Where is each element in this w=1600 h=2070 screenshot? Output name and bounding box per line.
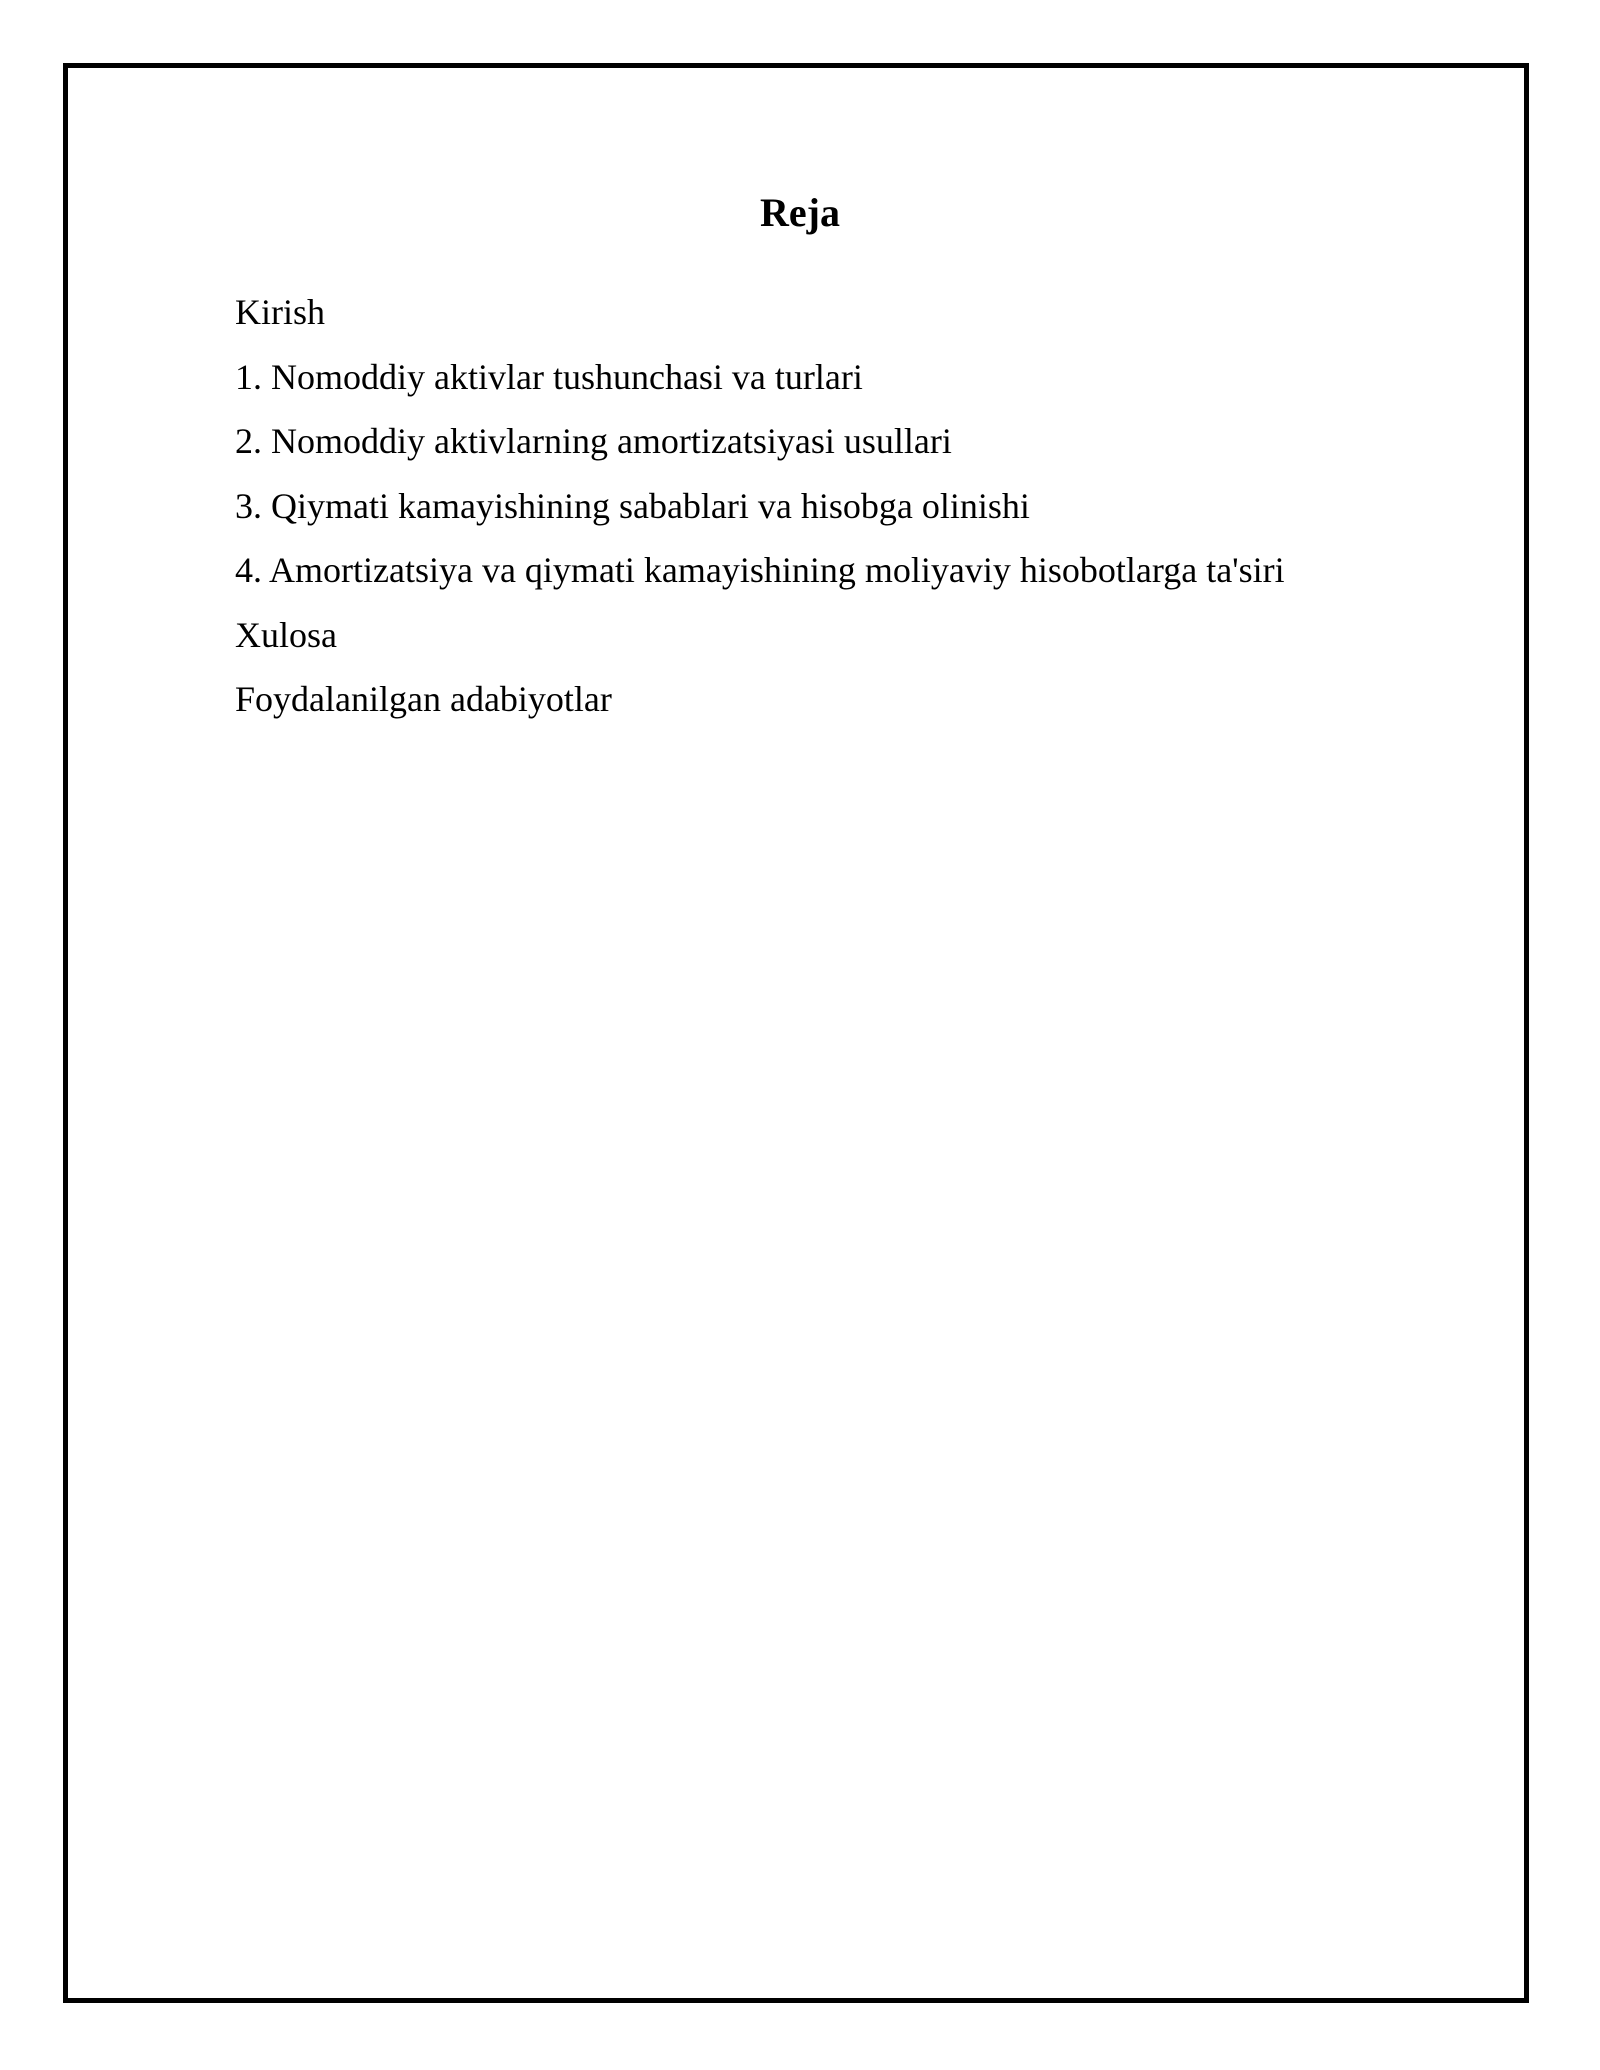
plan-item-4: 4. Amortizatsiya va qiymati kamayishining moliyaviy hisobotlarga ta'siri xyxy=(235,550,1285,590)
plan-item-references: Foydalanilgan adabiyotlar xyxy=(235,679,612,719)
plan-item-3: 3. Qiymati kamayishining sabablari va hisobga olinishi xyxy=(235,485,1030,526)
page-title: Reja xyxy=(760,190,840,235)
plan-list xyxy=(235,290,1285,742)
plan-item-2: 2. Nomoddiy aktivlarning amortizatsiyasi usullari xyxy=(235,421,952,461)
plan-item-introduction: Kirish xyxy=(235,292,325,332)
plan-item-1: 1. Nomoddiy aktivlar tushunchasi va turlari xyxy=(235,356,863,397)
plan-item-conclusion: Xulosa xyxy=(235,614,337,655)
